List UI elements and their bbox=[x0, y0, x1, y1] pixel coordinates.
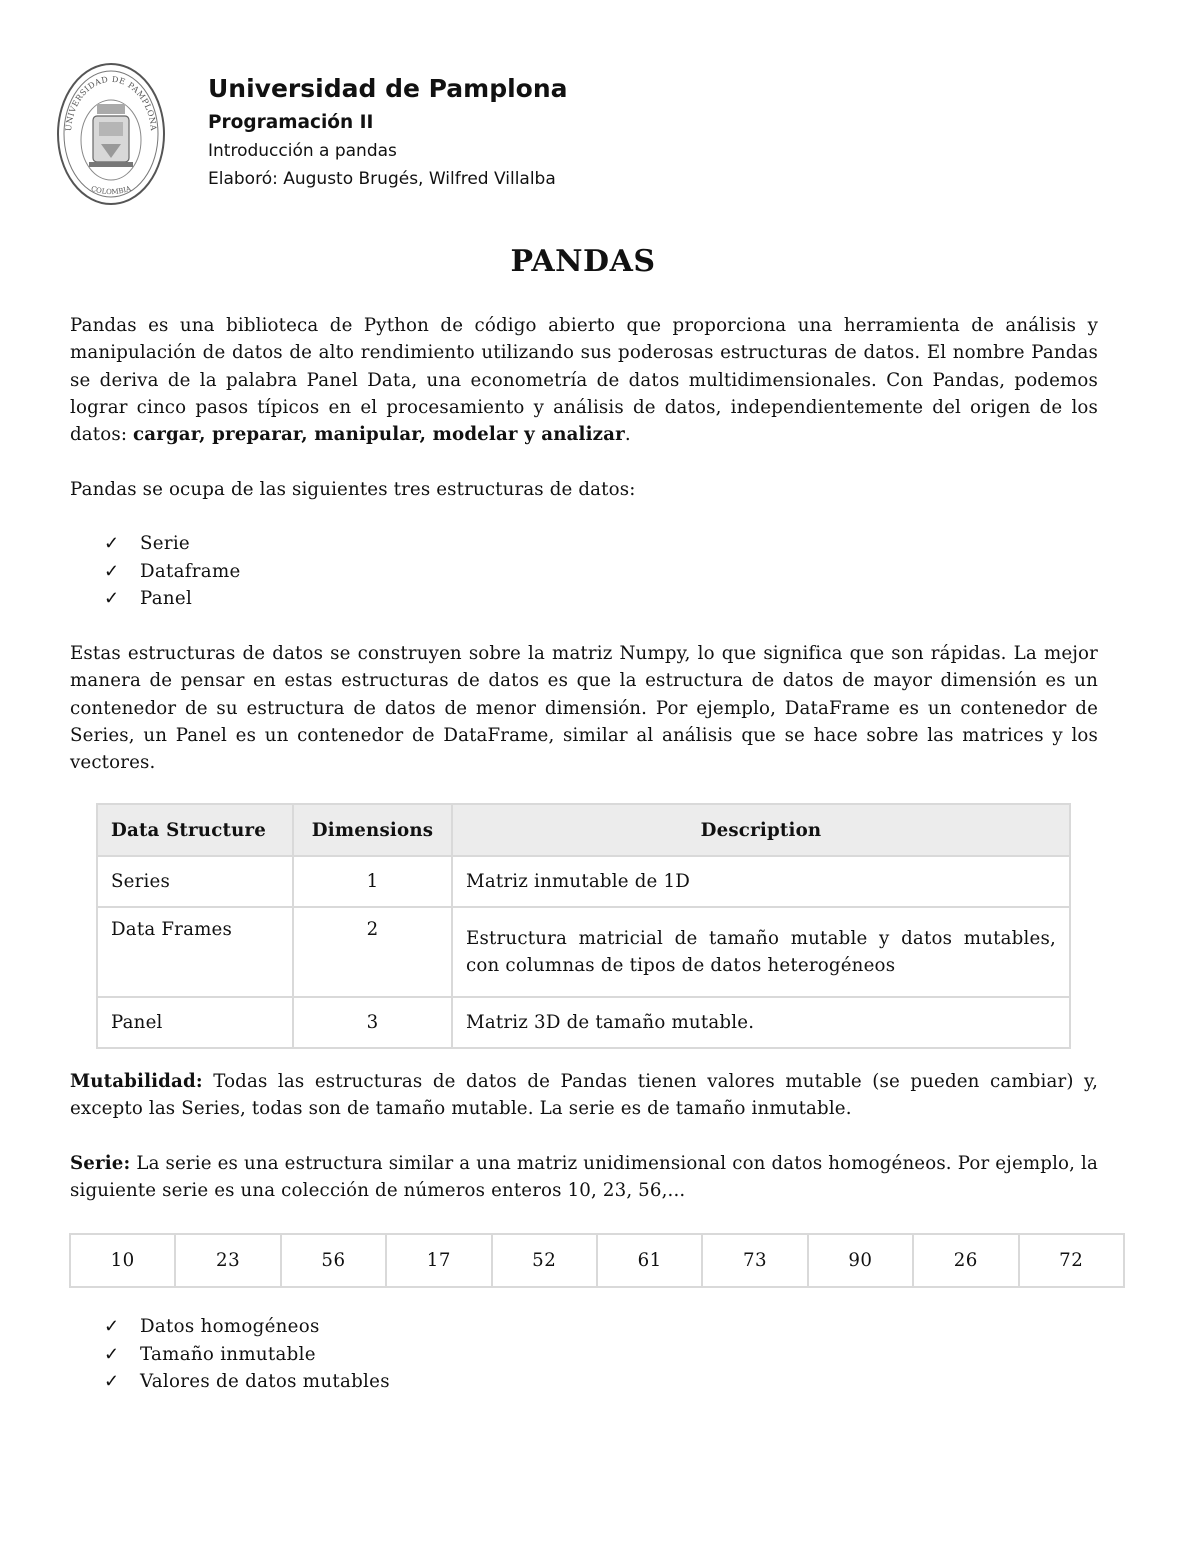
university-name: Universidad de Pamplona bbox=[208, 74, 568, 103]
table-header-row bbox=[97, 804, 1070, 856]
list-item: ✓ Serie bbox=[104, 530, 241, 558]
structures-list bbox=[104, 530, 241, 613]
numpy-paragraph: Estas estructuras de datos se construyen sobre la matriz Numpy, lo que significa que son rápidas. La mejor manera de pensar en estas estructuras de datos es que la estructura de datos de mayor dimensión es un contenedor de su estructura de datos de menor dimensión. Por ejemplo, DataFrame es un contenedor de Series, un Panel es un contenedor de DataFrame, similar al análisis que se hace sobre las matrices y los vectores. bbox=[70, 643, 1098, 774]
cell-structure: Data Frames bbox=[97, 907, 293, 997]
series-properties-list bbox=[104, 1313, 390, 1396]
intro-paragraph bbox=[70, 312, 1098, 448]
cell-structure: Series bbox=[97, 856, 293, 907]
list-item: ✓ Valores de datos mutables bbox=[104, 1368, 390, 1396]
series-value: 10 bbox=[70, 1234, 175, 1287]
series-value: 17 bbox=[386, 1234, 491, 1287]
serie-paragraph bbox=[70, 1150, 1098, 1205]
university-seal-logo bbox=[55, 60, 167, 208]
column-header: Dimensions bbox=[293, 804, 452, 856]
data-structures-table bbox=[96, 803, 1071, 1049]
svg-text:UNIVERSIDAD DE PAMPLONA: UNIVERSIDAD DE PAMPLONA bbox=[63, 74, 158, 132]
table-row bbox=[97, 856, 1070, 907]
column-header: Data Structure bbox=[97, 804, 293, 856]
intro-steps: cargar, preparar, manipular, modelar y analizar bbox=[133, 424, 625, 446]
cell-structure: Panel bbox=[97, 997, 293, 1048]
intro-text: Pandas es una biblioteca de Python de código abierto que proporciona una herramienta de análisis y manipulación de datos de alto rendimiento utilizando sus poderosas estructuras de datos. El nombre Pandas se deriva de la palabra Panel Data, una econometría de datos multidimensionales. Con Pandas, podemos lograr cinco pasos típicos en el procesamiento y análisis de datos, independientemente del origen de los datos: bbox=[70, 315, 1098, 446]
svg-text:COLOMBIA: COLOMBIA bbox=[90, 184, 132, 197]
checkmark-icon: ✓ bbox=[104, 560, 120, 582]
series-value: 73 bbox=[702, 1234, 807, 1287]
author-line: Elaboró: Augusto Brugés, Wilfred Villalba bbox=[208, 169, 556, 189]
series-value: 52 bbox=[492, 1234, 597, 1287]
checkmark-icon: ✓ bbox=[104, 533, 120, 554]
series-value: 56 bbox=[281, 1234, 386, 1287]
column-header: Description bbox=[452, 804, 1070, 856]
page-title: PANDAS bbox=[510, 244, 656, 279]
cell-dimensions: 2 bbox=[293, 907, 452, 997]
mutability-text: Todas las estructuras de datos de Pandas tienen valores mutable (se pueden cambiar) y, excepto las Series, todas son de tamaño mutable. La serie es de tamaño inmutable. bbox=[70, 1071, 1098, 1120]
series-example-table bbox=[69, 1233, 1125, 1288]
checkmark-icon: ✓ bbox=[104, 1316, 120, 1337]
cell-dimensions: 3 bbox=[293, 997, 452, 1048]
checkmark-icon: ✓ bbox=[104, 1343, 120, 1365]
serie-label: Serie: bbox=[70, 1153, 131, 1174]
checkmark-icon: ✓ bbox=[104, 588, 120, 609]
list-item: ✓ Tamaño inmutable bbox=[104, 1341, 390, 1369]
series-value: 61 bbox=[597, 1234, 702, 1287]
document-header bbox=[208, 72, 568, 193]
table-row bbox=[70, 1234, 1124, 1287]
series-value: 72 bbox=[1019, 1234, 1124, 1287]
cell-description: Matriz inmutable de 1D bbox=[452, 856, 1070, 907]
cell-description: Estructura matricial de tamaño mutable y datos mutables, con columnas de tipos de datos heterogéneos bbox=[452, 907, 1070, 997]
list-item: ✓ Dataframe bbox=[104, 558, 241, 586]
cell-description: Matriz 3D de tamaño mutable. bbox=[452, 997, 1070, 1048]
table-row bbox=[97, 907, 1070, 997]
cell-dimensions: 1 bbox=[293, 856, 452, 907]
list-item: ✓ Datos homogéneos bbox=[104, 1313, 390, 1341]
course-name: Programación II bbox=[208, 112, 374, 133]
structures-intro: Pandas se ocupa de las siguientes tres estructuras de datos: bbox=[70, 479, 636, 500]
topic: Introducción a pandas bbox=[208, 141, 397, 161]
intro-end: . bbox=[624, 424, 631, 446]
mutability-paragraph bbox=[70, 1068, 1098, 1123]
list-item: ✓ Panel bbox=[104, 585, 241, 613]
mutability-label: Mutabilidad: bbox=[70, 1071, 203, 1092]
checkmark-icon: ✓ bbox=[104, 1371, 120, 1392]
series-value: 26 bbox=[913, 1234, 1018, 1287]
serie-text: La serie es una estructura similar a una matriz unidimensional con datos homogéneos. Por ejemplo, la siguiente serie es una colección de números enteros 10, 23, 56,... bbox=[70, 1153, 1098, 1202]
series-value: 90 bbox=[808, 1234, 913, 1287]
table-row bbox=[97, 997, 1070, 1048]
series-value: 23 bbox=[175, 1234, 280, 1287]
